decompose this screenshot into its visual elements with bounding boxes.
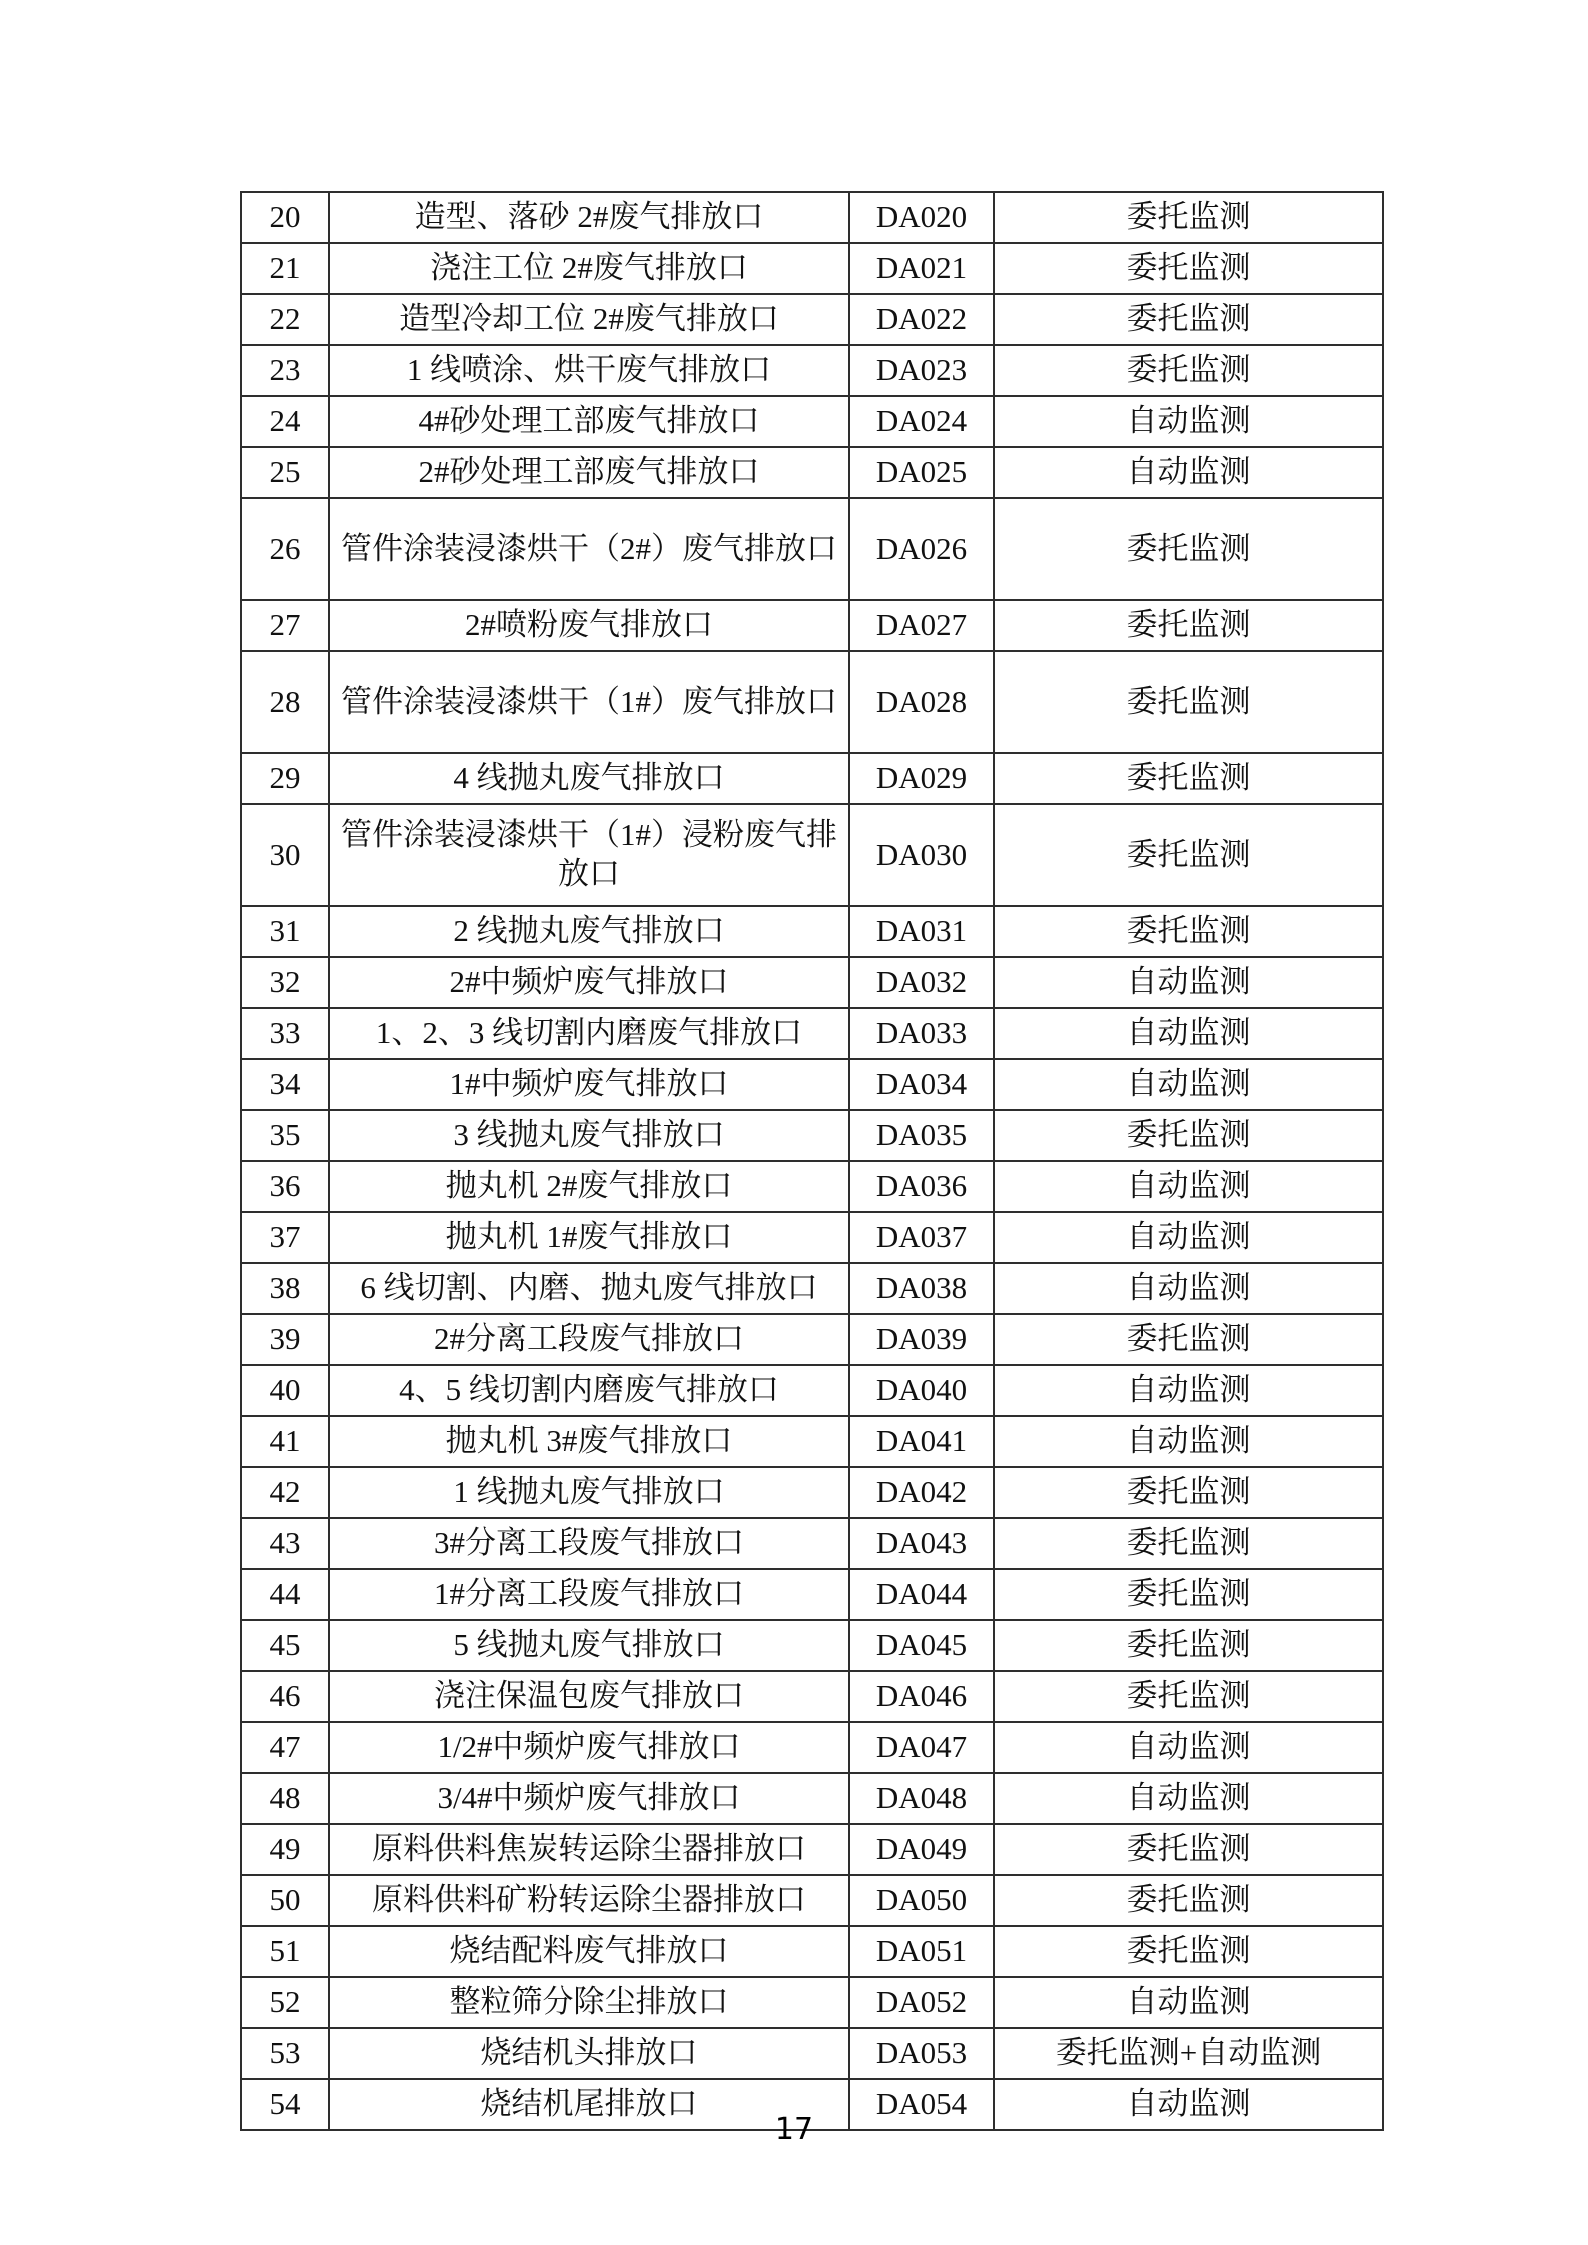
cell-outlet-name: 管件涂装浸漆烘干（2#）废气排放口 — [329, 498, 849, 600]
table-row — [241, 753, 1383, 804]
cell-outlet-code: DA038 — [849, 1263, 994, 1314]
cell-row-number: 41 — [241, 1416, 329, 1467]
cell-outlet-name: 3#分离工段废气排放口 — [329, 1518, 849, 1569]
table-row — [241, 1110, 1383, 1161]
cell-outlet-code: DA021 — [849, 243, 994, 294]
cell-monitoring-type: 自动监测 — [994, 447, 1383, 498]
cell-outlet-code: DA032 — [849, 957, 994, 1008]
cell-outlet-code: DA022 — [849, 294, 994, 345]
cell-outlet-code: DA041 — [849, 1416, 994, 1467]
cell-row-number: 22 — [241, 294, 329, 345]
cell-outlet-code: DA042 — [849, 1467, 994, 1518]
table-row — [241, 1824, 1383, 1875]
cell-row-number: 40 — [241, 1365, 329, 1416]
cell-outlet-code: DA034 — [849, 1059, 994, 1110]
cell-row-number: 50 — [241, 1875, 329, 1926]
cell-row-number: 47 — [241, 1722, 329, 1773]
cell-monitoring-type: 委托监测 — [994, 1671, 1383, 1722]
cell-monitoring-type: 委托监测 — [994, 1926, 1383, 1977]
table-row — [241, 498, 1383, 600]
cell-outlet-code: DA020 — [849, 192, 994, 243]
cell-monitoring-type: 委托监测 — [994, 651, 1383, 753]
cell-row-number: 46 — [241, 1671, 329, 1722]
table-row — [241, 2028, 1383, 2079]
cell-outlet-code: DA023 — [849, 345, 994, 396]
cell-row-number: 25 — [241, 447, 329, 498]
cell-outlet-name: 1/2#中频炉废气排放口 — [329, 1722, 849, 1773]
table-row — [241, 651, 1383, 753]
cell-outlet-code: DA045 — [849, 1620, 994, 1671]
cell-outlet-code: DA047 — [849, 1722, 994, 1773]
cell-outlet-name: 2#砂处理工部废气排放口 — [329, 447, 849, 498]
page-number: 17 — [774, 2112, 814, 2147]
cell-outlet-code: DA051 — [849, 1926, 994, 1977]
cell-monitoring-type: 委托监测+自动监测 — [994, 2028, 1383, 2079]
cell-monitoring-type: 委托监测 — [994, 906, 1383, 957]
table-row — [241, 957, 1383, 1008]
cell-monitoring-type: 自动监测 — [994, 1059, 1383, 1110]
cell-outlet-name: 2 线抛丸废气排放口 — [329, 906, 849, 957]
cell-row-number: 34 — [241, 1059, 329, 1110]
cell-outlet-name: 2#喷粉废气排放口 — [329, 600, 849, 651]
cell-monitoring-type: 委托监测 — [994, 1314, 1383, 1365]
cell-outlet-name: 烧结机头排放口 — [329, 2028, 849, 2079]
table-row — [241, 1620, 1383, 1671]
cell-outlet-code: DA048 — [849, 1773, 994, 1824]
cell-outlet-name: 管件涂装浸漆烘干（1#）废气排放口 — [329, 651, 849, 753]
table-row — [241, 396, 1383, 447]
cell-monitoring-type: 自动监测 — [994, 2079, 1383, 2130]
cell-row-number: 49 — [241, 1824, 329, 1875]
cell-outlet-name: 原料供料矿粉转运除尘器排放口 — [329, 1875, 849, 1926]
table-row — [241, 1314, 1383, 1365]
cell-monitoring-type: 委托监测 — [994, 243, 1383, 294]
cell-monitoring-type: 自动监测 — [994, 1416, 1383, 1467]
cell-outlet-name: 1 线喷涂、烘干废气排放口 — [329, 345, 849, 396]
cell-row-number: 24 — [241, 396, 329, 447]
cell-monitoring-type: 委托监测 — [994, 294, 1383, 345]
cell-row-number: 38 — [241, 1263, 329, 1314]
cell-outlet-name: 整粒筛分除尘排放口 — [329, 1977, 849, 2028]
cell-outlet-code: DA053 — [849, 2028, 994, 2079]
cell-monitoring-type: 委托监测 — [994, 1110, 1383, 1161]
table-row — [241, 1263, 1383, 1314]
table-row — [241, 1212, 1383, 1263]
cell-row-number: 26 — [241, 498, 329, 600]
table-row — [241, 294, 1383, 345]
cell-outlet-code: DA049 — [849, 1824, 994, 1875]
cell-outlet-name: 1#中频炉废气排放口 — [329, 1059, 849, 1110]
table-row — [241, 1875, 1383, 1926]
cell-outlet-name: 管件涂装浸漆烘干（1#）浸粉废气排放口 — [329, 804, 849, 906]
cell-outlet-code: DA025 — [849, 447, 994, 498]
cell-outlet-code: DA031 — [849, 906, 994, 957]
cell-monitoring-type: 委托监测 — [994, 600, 1383, 651]
cell-monitoring-type: 自动监测 — [994, 1773, 1383, 1824]
cell-outlet-name: 4 线抛丸废气排放口 — [329, 753, 849, 804]
cell-outlet-code: DA029 — [849, 753, 994, 804]
cell-outlet-code: DA054 — [849, 2079, 994, 2130]
table-row — [241, 1416, 1383, 1467]
cell-outlet-name: 烧结配料废气排放口 — [329, 1926, 849, 1977]
table-row — [241, 1977, 1383, 2028]
cell-row-number: 21 — [241, 243, 329, 294]
table-row — [241, 243, 1383, 294]
cell-outlet-name: 抛丸机 2#废气排放口 — [329, 1161, 849, 1212]
cell-monitoring-type: 委托监测 — [994, 1467, 1383, 1518]
cell-outlet-code: DA033 — [849, 1008, 994, 1059]
table-row — [241, 1722, 1383, 1773]
cell-row-number: 33 — [241, 1008, 329, 1059]
emission-outlet-table — [240, 191, 1384, 2131]
cell-monitoring-type: 自动监测 — [994, 1212, 1383, 1263]
cell-monitoring-type: 委托监测 — [994, 804, 1383, 906]
cell-monitoring-type: 自动监测 — [994, 1263, 1383, 1314]
cell-row-number: 29 — [241, 753, 329, 804]
cell-outlet-name: 造型冷却工位 2#废气排放口 — [329, 294, 849, 345]
cell-outlet-code: DA040 — [849, 1365, 994, 1416]
cell-monitoring-type: 自动监测 — [994, 957, 1383, 1008]
cell-outlet-code: DA026 — [849, 498, 994, 600]
cell-monitoring-type: 委托监测 — [994, 1875, 1383, 1926]
table-row — [241, 1518, 1383, 1569]
cell-row-number: 20 — [241, 192, 329, 243]
cell-outlet-code: DA024 — [849, 396, 994, 447]
cell-row-number: 35 — [241, 1110, 329, 1161]
cell-outlet-name: 原料供料焦炭转运除尘器排放口 — [329, 1824, 849, 1875]
cell-row-number: 39 — [241, 1314, 329, 1365]
cell-monitoring-type: 委托监测 — [994, 1620, 1383, 1671]
cell-monitoring-type: 自动监测 — [994, 1977, 1383, 2028]
cell-monitoring-type: 自动监测 — [994, 1722, 1383, 1773]
table-row — [241, 1671, 1383, 1722]
cell-monitoring-type: 自动监测 — [994, 1161, 1383, 1212]
cell-outlet-code: DA052 — [849, 1977, 994, 2028]
cell-monitoring-type: 委托监测 — [994, 1518, 1383, 1569]
cell-outlet-code: DA050 — [849, 1875, 994, 1926]
cell-outlet-name: 2#中频炉废气排放口 — [329, 957, 849, 1008]
cell-outlet-name: 烧结机尾排放口 — [329, 2079, 849, 2130]
cell-outlet-code: DA030 — [849, 804, 994, 906]
cell-row-number: 45 — [241, 1620, 329, 1671]
cell-row-number: 52 — [241, 1977, 329, 2028]
table-row — [241, 1059, 1383, 1110]
cell-outlet-name: 浇注工位 2#废气排放口 — [329, 243, 849, 294]
table-row — [241, 1008, 1383, 1059]
cell-outlet-name: 抛丸机 3#废气排放口 — [329, 1416, 849, 1467]
table-row — [241, 447, 1383, 498]
table-row — [241, 1365, 1383, 1416]
cell-row-number: 51 — [241, 1926, 329, 1977]
cell-outlet-name: 2#分离工段废气排放口 — [329, 1314, 849, 1365]
cell-monitoring-type: 委托监测 — [994, 1569, 1383, 1620]
cell-outlet-code: DA027 — [849, 600, 994, 651]
cell-row-number: 28 — [241, 651, 329, 753]
table-row — [241, 906, 1383, 957]
cell-outlet-name: 1 线抛丸废气排放口 — [329, 1467, 849, 1518]
table-row — [241, 1161, 1383, 1212]
table-row — [241, 1926, 1383, 1977]
cell-outlet-code: DA039 — [849, 1314, 994, 1365]
cell-monitoring-type: 自动监测 — [994, 396, 1383, 447]
cell-outlet-name: 1、2、3 线切割内磨废气排放口 — [329, 1008, 849, 1059]
cell-row-number: 23 — [241, 345, 329, 396]
cell-outlet-name: 1#分离工段废气排放口 — [329, 1569, 849, 1620]
cell-monitoring-type: 委托监测 — [994, 192, 1383, 243]
cell-outlet-name: 5 线抛丸废气排放口 — [329, 1620, 849, 1671]
cell-outlet-name: 4、5 线切割内磨废气排放口 — [329, 1365, 849, 1416]
cell-outlet-code: DA036 — [849, 1161, 994, 1212]
cell-row-number: 43 — [241, 1518, 329, 1569]
cell-monitoring-type: 委托监测 — [994, 345, 1383, 396]
cell-monitoring-type: 委托监测 — [994, 498, 1383, 600]
table-row — [241, 1773, 1383, 1824]
cell-row-number: 37 — [241, 1212, 329, 1263]
cell-monitoring-type: 委托监测 — [994, 1824, 1383, 1875]
cell-outlet-code: DA043 — [849, 1518, 994, 1569]
emission-outlet-table-body — [241, 192, 1383, 2130]
cell-outlet-name: 造型、落砂 2#废气排放口 — [329, 192, 849, 243]
cell-row-number: 48 — [241, 1773, 329, 1824]
cell-outlet-name: 抛丸机 1#废气排放口 — [329, 1212, 849, 1263]
table-row — [241, 804, 1383, 906]
cell-outlet-code: DA046 — [849, 1671, 994, 1722]
table-row — [241, 1569, 1383, 1620]
cell-row-number: 27 — [241, 600, 329, 651]
cell-row-number: 54 — [241, 2079, 329, 2130]
cell-outlet-code: DA035 — [849, 1110, 994, 1161]
cell-outlet-name: 浇注保温包废气排放口 — [329, 1671, 849, 1722]
table-row — [241, 345, 1383, 396]
cell-row-number: 32 — [241, 957, 329, 1008]
cell-outlet-code: DA037 — [849, 1212, 994, 1263]
table-row — [241, 1467, 1383, 1518]
cell-row-number: 44 — [241, 1569, 329, 1620]
cell-row-number: 36 — [241, 1161, 329, 1212]
cell-row-number: 42 — [241, 1467, 329, 1518]
cell-row-number: 31 — [241, 906, 329, 957]
cell-outlet-name: 3/4#中频炉废气排放口 — [329, 1773, 849, 1824]
table-row — [241, 192, 1383, 243]
cell-monitoring-type: 自动监测 — [994, 1008, 1383, 1059]
cell-outlet-name: 6 线切割、内磨、抛丸废气排放口 — [329, 1263, 849, 1314]
cell-outlet-code: DA044 — [849, 1569, 994, 1620]
cell-monitoring-type: 委托监测 — [994, 753, 1383, 804]
cell-outlet-name: 3 线抛丸废气排放口 — [329, 1110, 849, 1161]
cell-outlet-name: 4#砂处理工部废气排放口 — [329, 396, 849, 447]
cell-row-number: 53 — [241, 2028, 329, 2079]
table-row — [241, 600, 1383, 651]
cell-monitoring-type: 自动监测 — [994, 1365, 1383, 1416]
cell-row-number: 30 — [241, 804, 329, 906]
cell-outlet-code: DA028 — [849, 651, 994, 753]
